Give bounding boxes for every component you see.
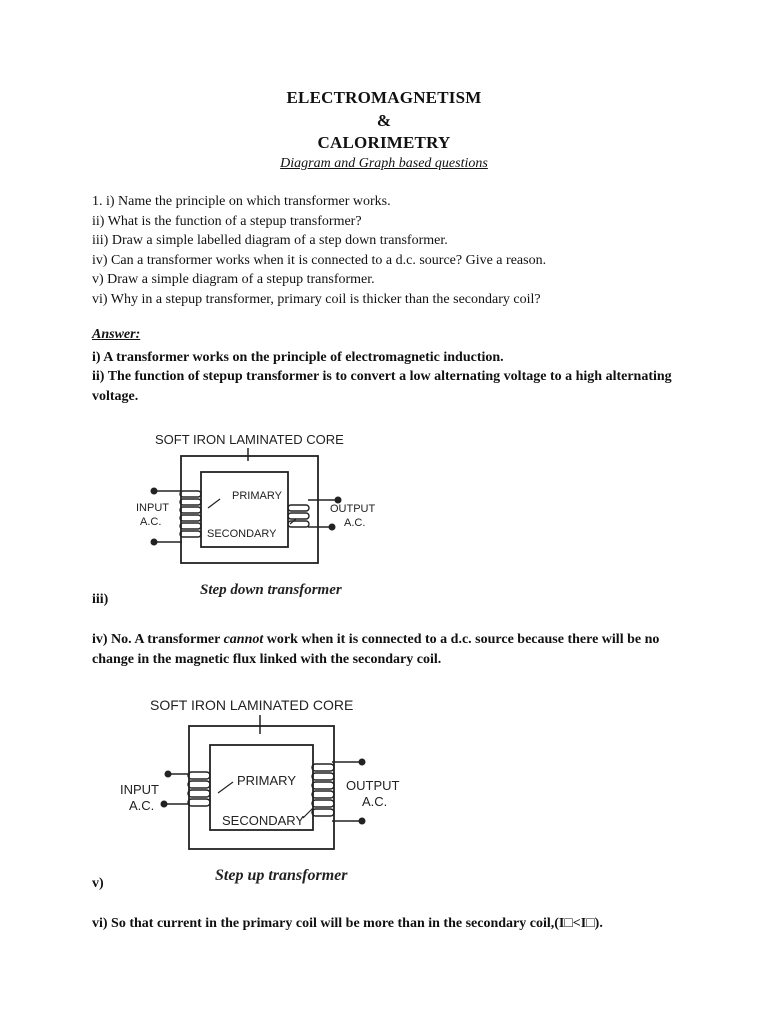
question-1-ii: ii) What is the function of a stepup transformer? [92, 214, 362, 229]
output-ac-label: A.C. [344, 517, 366, 529]
input-terminal-top [165, 771, 172, 778]
answer-i: i) A transformer works on the principle of electromagnetic induction. [92, 350, 504, 365]
answer-iv-post: work when it is connected to a d.c. source because there will be no change in the magnetic flux linked with the secondary coil. [92, 632, 660, 667]
input-terminal-bottom [161, 801, 168, 808]
primary-label: PRIMARY [237, 773, 296, 788]
primary-label: PRIMARY [232, 490, 282, 502]
output-label: OUTPUT [330, 503, 376, 515]
diagram-caption: Step up transformer [215, 867, 348, 884]
diagram-caption: Step down transformer [200, 582, 342, 598]
subtitle: Diagram and Graph based questions [280, 156, 488, 171]
secondary-coil [312, 764, 334, 816]
answer-vi: vi) So that current in the primary coil will be more than in the secondary coil,(I□<I□). [92, 916, 603, 931]
question-1-i: 1. i) Name the principle on which transformer works. [92, 194, 391, 209]
answer-iii-label: iii) [92, 592, 109, 607]
input-label: INPUT [136, 502, 169, 514]
input-ac-label: A.C. [129, 798, 155, 813]
primary-pointer [208, 499, 220, 508]
input-terminal-bottom [151, 539, 158, 546]
question-1-v: v) Draw a simple diagram of a stepup transformer. [92, 272, 375, 287]
answer-iv [92, 630, 672, 669]
title-ampersand: & [376, 111, 392, 130]
core-label: SOFT IRON LAMINATED CORE [150, 697, 354, 713]
secondary-label: SECONDARY [207, 528, 277, 540]
question-1-iii: iii) Draw a simple labelled diagram of a step down transformer. [92, 233, 448, 248]
answer-iv-pre: iv) No. A transformer [92, 632, 224, 647]
title-electromagnetism: ELECTROMAGNETISM [286, 88, 482, 107]
secondary-label: SECONDARY [222, 813, 305, 828]
primary-pointer [218, 782, 233, 793]
primary-coil [180, 491, 201, 537]
input-ac-label: A.C. [140, 516, 162, 528]
output-ac-label: A.C. [362, 794, 388, 809]
output-label: OUTPUT [346, 778, 400, 793]
question-1-iv: iv) Can a transformer works when it is connected to a d.c. source? Give a reason. [92, 253, 547, 268]
step-up-transformer-diagram [110, 690, 420, 890]
primary-coil [188, 772, 210, 806]
answer-ii: ii) The function of stepup transformer is to convert a low alternating voltage to a high alternating voltage. [92, 369, 672, 404]
input-terminal-top [151, 488, 158, 495]
output-terminal-bottom [329, 524, 336, 531]
title-calorimetry: CALORIMETRY [317, 133, 451, 152]
core-label: SOFT IRON LAMINATED CORE [155, 432, 344, 447]
question-1-vi: vi) Why in a stepup transformer, primary coil is thicker than the secondary coil? [92, 292, 541, 307]
answer-heading: Answer: [92, 327, 141, 342]
output-terminal-top [359, 759, 366, 766]
answer-v-label: v) [92, 876, 104, 891]
output-terminal-bottom [359, 818, 366, 825]
step-down-transformer-diagram [120, 420, 410, 605]
input-label: INPUT [120, 782, 159, 797]
answer-iv-emphasis: cannot [223, 632, 264, 647]
